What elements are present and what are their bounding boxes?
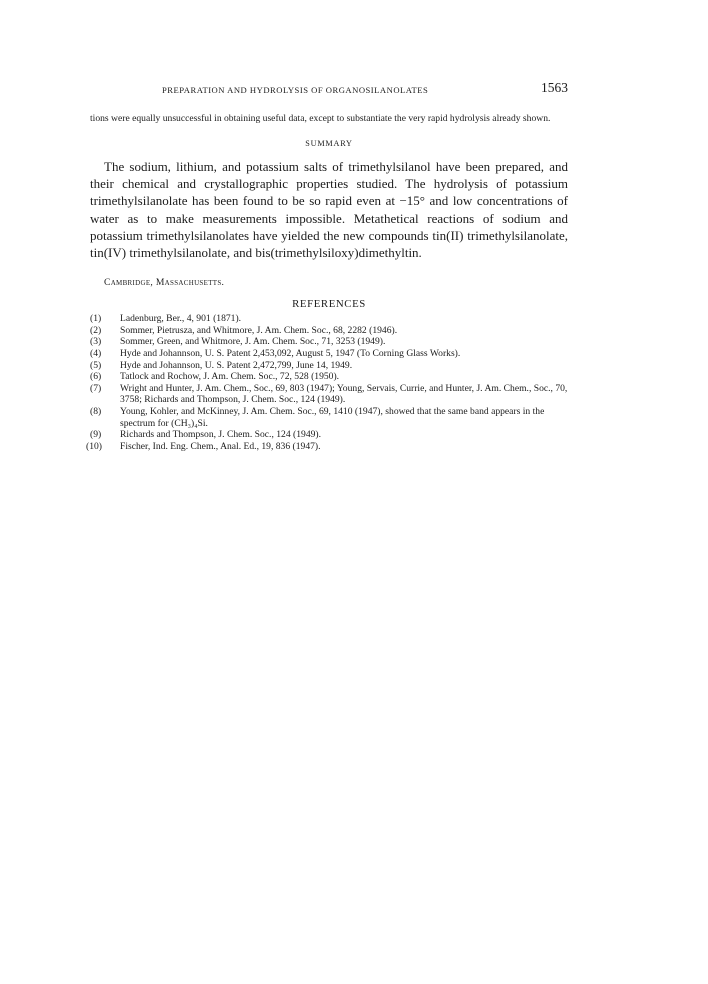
reference-item bbox=[90, 406, 568, 429]
reference-text: Richards and Thompson, J. Chem. Soc., 124 (1949). bbox=[120, 429, 322, 441]
running-title: PREPARATION AND HYDROLYSIS OF ORGANOSILANOLATES bbox=[162, 85, 429, 95]
reference-number: (7) bbox=[90, 382, 102, 394]
reference-item bbox=[90, 383, 568, 406]
reference-item bbox=[90, 371, 568, 383]
reference-text: Young, Kohler, and McKinney, J. Am. Chem. Soc., 69, 1410 (1947), showed that the same band appears in the spectrum for (CH₃)₄Si. bbox=[120, 405, 545, 429]
running-head bbox=[90, 80, 568, 102]
summary-heading: SUMMARY bbox=[305, 139, 353, 148]
reference-text: Hyde and Johannson, U. S. Patent 2,453,092, August 5, 1947 (To Corning Glass Works). bbox=[120, 348, 461, 359]
reference-item bbox=[90, 348, 568, 360]
reference-item bbox=[90, 325, 568, 337]
reference-number: (5) bbox=[90, 359, 102, 371]
reference-item bbox=[90, 313, 568, 325]
references-heading: REFERENCES bbox=[292, 298, 366, 311]
affiliation: Cambridge, Massachusetts. bbox=[104, 277, 225, 289]
reference-text: Sommer, Pietrusza, and Whitmore, J. Am. Chem. Soc., 68, 2282 (1946). bbox=[120, 324, 398, 336]
reference-text: Wright and Hunter, J. Am. Chem., Soc., 69, 803 (1947); Young, Servais, Currie, and Hunter, J. Am. Chem., Soc., 70, 3758; Richards and Thompson, J. Chem. Soc., 124 (1949). bbox=[120, 382, 568, 406]
reference-text: Ladenburg, Ber., 4, 901 (1871). bbox=[120, 313, 242, 325]
reference-text: Hyde and Johannson, U. S. Patent 2,472,799, June 14, 1949. bbox=[120, 359, 353, 371]
reference-number: (8) bbox=[90, 405, 102, 417]
intro-paragraph: tions were equally unsuccessful in obtaining useful data, except to substantiate the very rapid hydrolysis already shown. bbox=[90, 113, 551, 124]
reference-text: Sommer, Green, and Whitmore, J. Am. Chem. Soc., 71, 3253 (1949). bbox=[120, 336, 386, 348]
reference-number: (9) bbox=[90, 429, 102, 441]
page-number: 1563 bbox=[541, 80, 568, 95]
reference-text: Fischer, Ind. Eng. Chem., Anal. Ed., 19, 836 (1947). bbox=[120, 440, 321, 452]
reference-item bbox=[90, 360, 568, 372]
reference-number: (6) bbox=[90, 371, 102, 383]
reference-number: (1) bbox=[90, 313, 102, 325]
summary-paragraph: The sodium, lithium, and potassium salts of trimethylsilanol have been prepared, and their chemical and crystallographic properties studied. The hydrolysis of potassium trimethylsilanolate has been found to be so rapid even at −15° and low concentrations of water as to make measurements impossible. Metathetical reactions of sodium and potassium trimethylsilanolates have yielded the new compounds tin(II) trimethylsilanolate, tin(IV) trimethylsilanolate, and bis(trimethylsiloxy)dimethyltin. bbox=[90, 159, 568, 261]
reference-number: (3) bbox=[90, 336, 102, 348]
reference-item bbox=[86, 440, 568, 453]
reference-item bbox=[90, 429, 568, 441]
journal-page bbox=[86, 80, 568, 452]
reference-number: (2) bbox=[90, 324, 102, 336]
reference-number: (10) bbox=[86, 440, 102, 452]
reference-item bbox=[90, 336, 568, 348]
reference-text: Tatlock and Rochow, J. Am. Chem. Soc., 72, 528 (1950). bbox=[120, 371, 340, 383]
references-list bbox=[86, 313, 568, 452]
reference-number: (4) bbox=[90, 348, 102, 359]
